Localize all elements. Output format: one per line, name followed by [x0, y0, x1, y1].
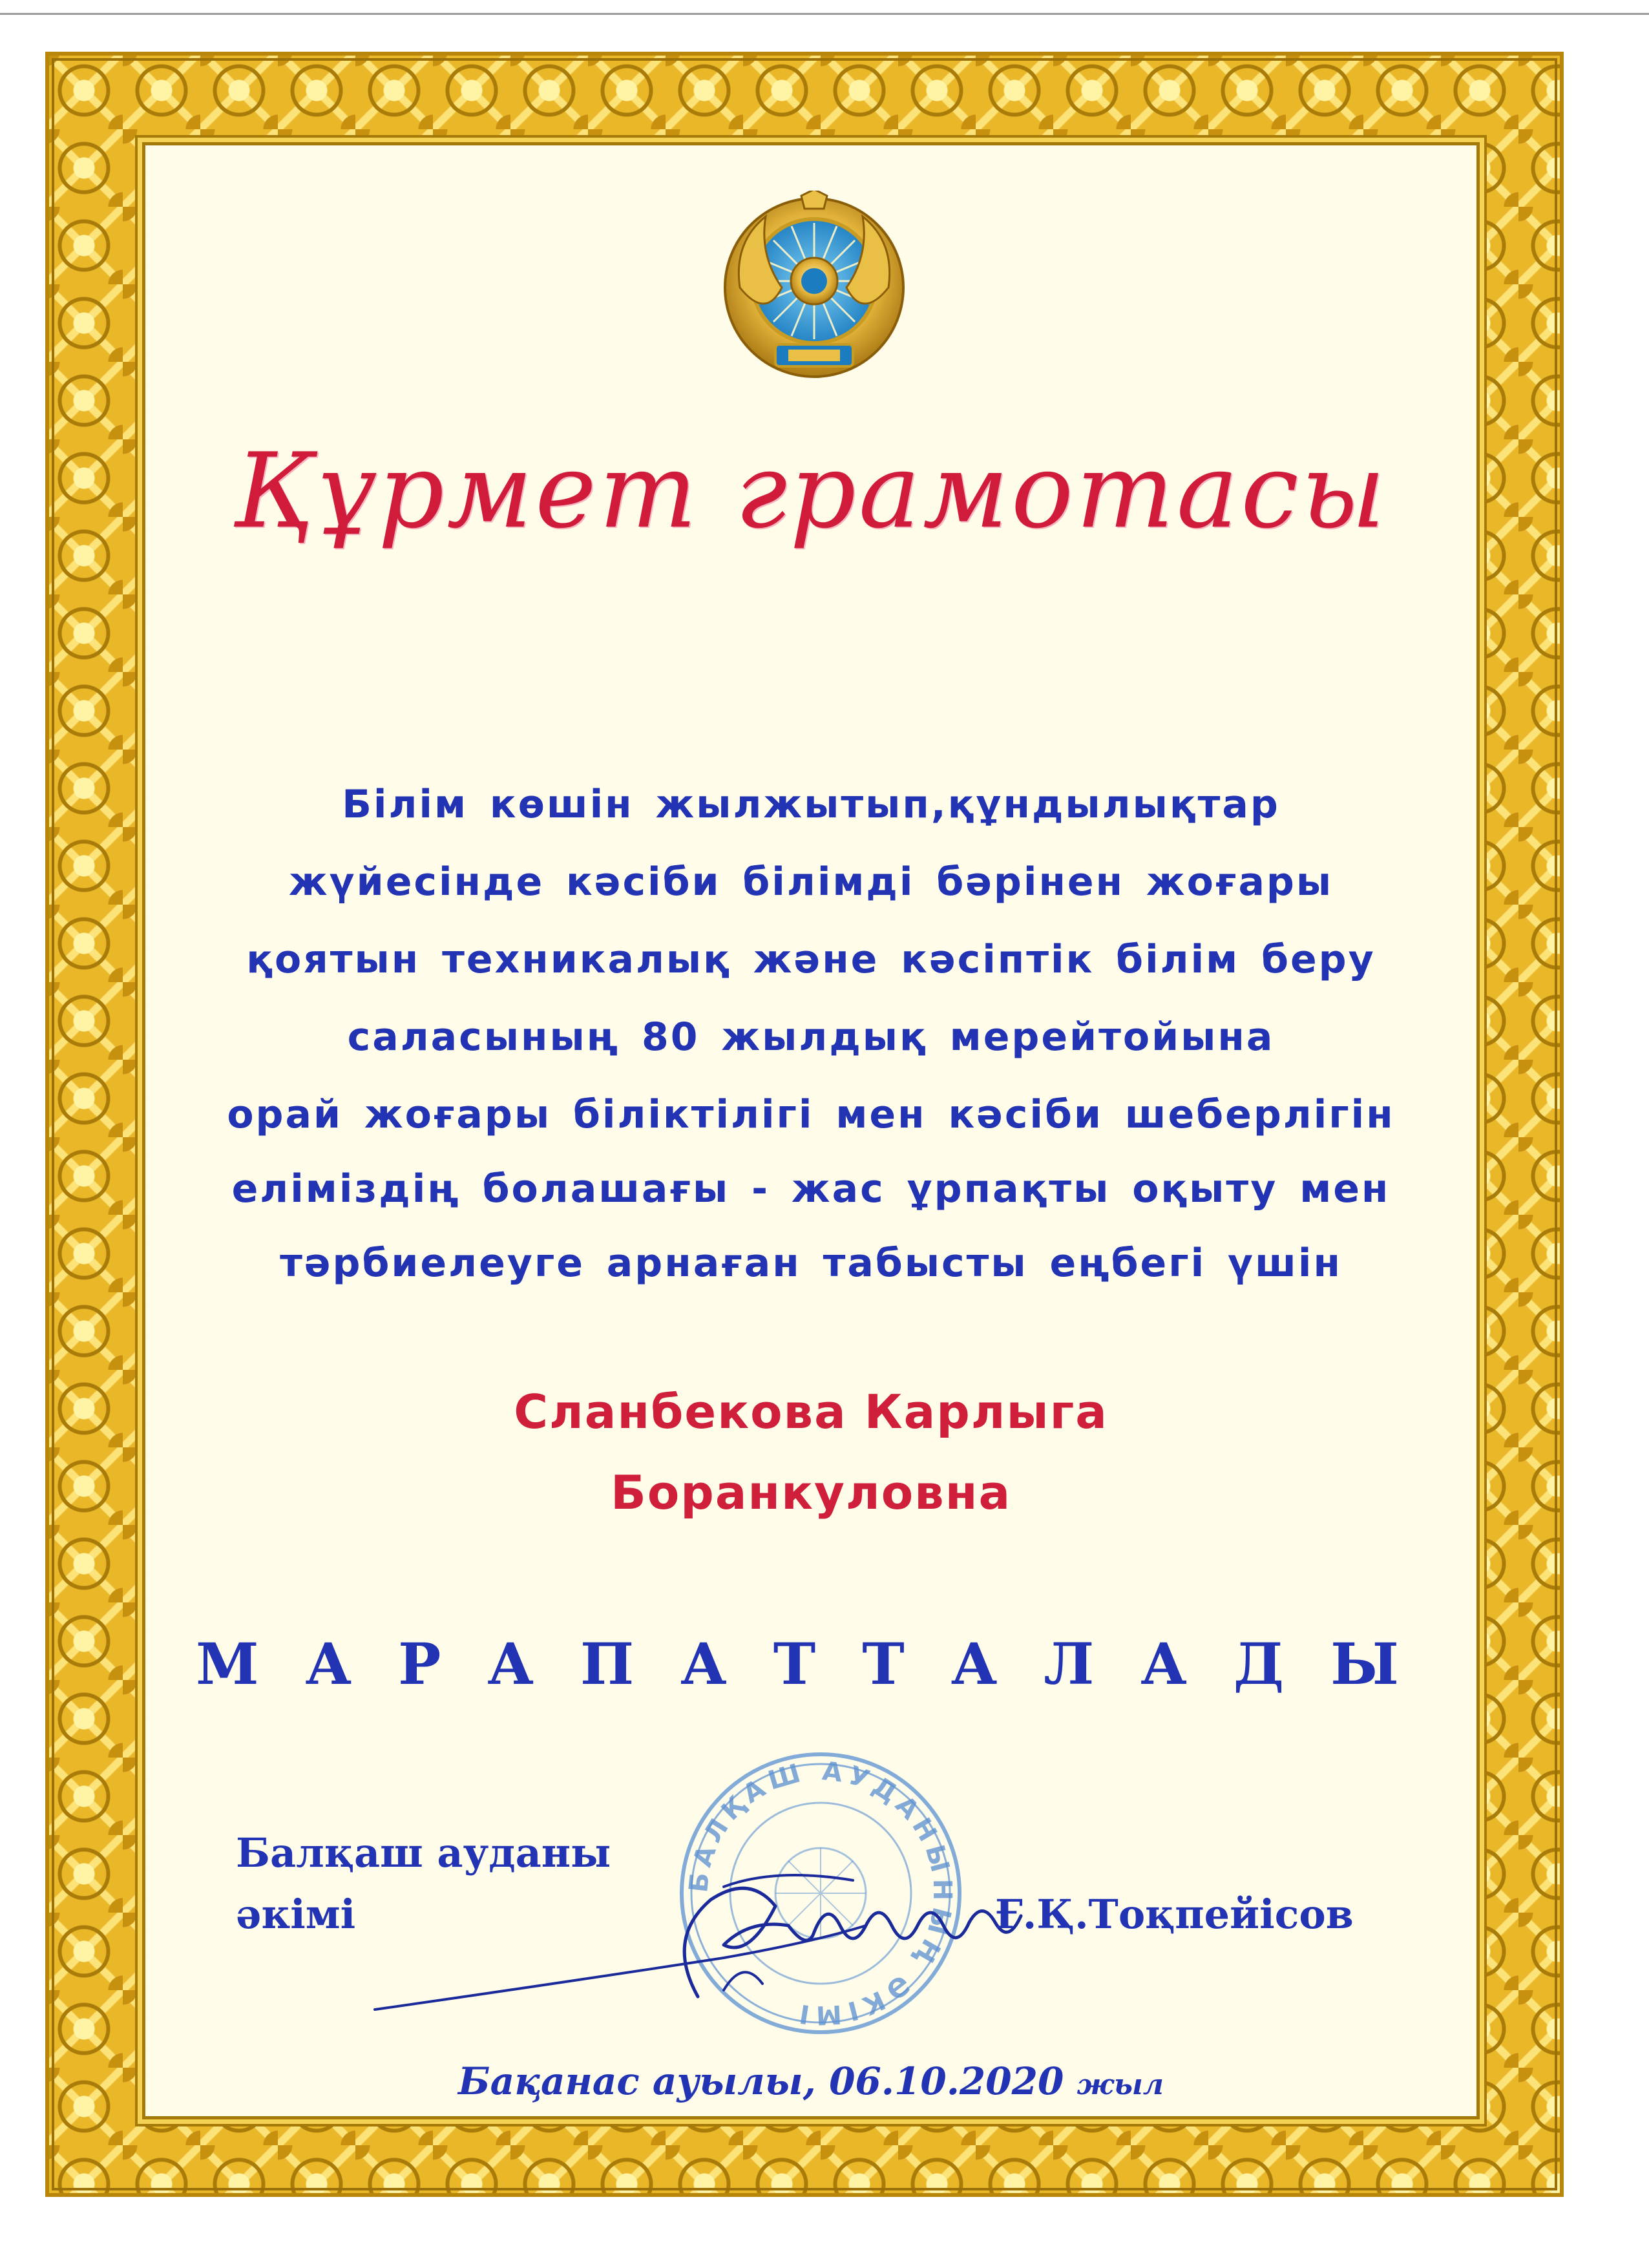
- stamp-legend: БАЛҚАШ АУДАНЫНЫҢ ӘКІМІ: [684, 1756, 958, 2030]
- place-and-date: [145, 2058, 1476, 2108]
- citation-line: қоятын техникалық және кәсіптік білім беру: [246, 937, 1376, 982]
- recipient-patronymic: Боранкуловна: [610, 1465, 1012, 1520]
- awarded-heading: МАРАПАТТАЛАДЫ: [196, 1630, 1445, 1697]
- citation-line: тәрбиелеуге арнаған табысты еңбегі үшін: [280, 1241, 1342, 1286]
- signatory-position-title: әкімі: [236, 1891, 356, 1938]
- citation-line: Білім көшін жылжытып,құндылықтар: [342, 782, 1280, 827]
- signatory-position: Балқаш ауданы: [236, 1829, 611, 1876]
- citation-line: жүйесінде кәсіби білімді бәрінен жоғары: [288, 859, 1334, 905]
- certificate-title: Құрмет грамотасы: [233, 430, 1389, 551]
- place-date-text: Бақанас ауылы, 06.10.2020: [458, 2059, 1064, 2103]
- citation-line: орай жоғары біліктілігі мен кәсіби шеберлігін: [227, 1092, 1395, 1137]
- recipient-surname-name: Сланбекова Карлыга: [514, 1385, 1108, 1439]
- citation-line: саласының 80 жылдық мерейтойына: [347, 1014, 1275, 1060]
- scan-top-line: [0, 13, 1649, 15]
- citation-line: еліміздің болашағы - жас ұрпақты оқыту мен: [231, 1166, 1391, 1212]
- year-suffix: жыл: [1077, 2068, 1164, 2101]
- state-emblem-icon: [720, 191, 908, 384]
- handwritten-signature: [362, 1861, 1073, 2029]
- signatory-name: Ғ.Қ.Тоқпейісов: [995, 1891, 1354, 1938]
